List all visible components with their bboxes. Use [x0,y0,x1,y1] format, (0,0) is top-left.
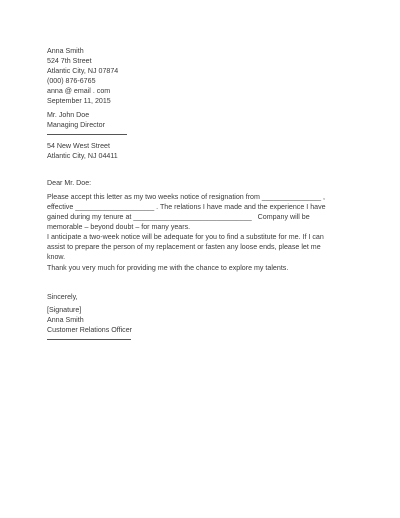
letter-date-block [47,96,367,106]
signer-title: Customer Relations Officer [47,326,133,334]
paragraph-2-line-3: know. [47,253,66,261]
sender-street: 524 7th Street [47,57,92,65]
signer-name: Anna Smith [47,316,84,324]
sender-phone: (000) 876-6765 [47,77,96,85]
recipient-address [47,141,367,161]
paragraph-3 [47,263,367,273]
recipient-city: Atlantic City, NJ 04411 [47,152,118,160]
paragraph-1-line-1: Please accept this letter as my two weeks notice of resignation from _______________ , [47,193,326,201]
paragraph-2-line-1: I anticipate a two-week notice will be adequate for you to find a substitute for me. If I can [47,233,324,241]
signature-placeholder: [Signature] [47,306,82,314]
sender-email: anna @ email . com [47,87,111,95]
signature-block [47,305,131,340]
signature-underline [47,339,131,340]
closing-block [47,292,367,302]
sender-city: Atlantic City, NJ 07874 [47,67,119,75]
salutation: Dear Mr. Doe: [47,179,92,187]
closing: Sincerely, [47,293,78,301]
salutation-block [47,178,367,188]
paragraph-1-line-4: memorable – beyond doubt – for many years. [47,223,191,231]
recipient-street: 54 New West Street [47,142,110,150]
recipient-block [47,110,127,135]
recipient-underline [47,134,127,135]
paragraph-1 [47,192,367,232]
sender-name: Anna Smith [47,47,84,55]
letter-date: September 11, 2015 [47,97,111,105]
paragraph-1-line-3: gained during my tenure at ______________________________ Company will be [47,213,310,221]
recipient-title: Managing Director [47,121,105,129]
sender-address [47,46,367,96]
paragraph-2-line-2: assist to prepare the person of my replacement or fasten any loose ends, please let me [47,243,321,251]
recipient-name: Mr. John Doe [47,111,90,119]
paragraph-3-line-1: Thank you very much for providing me with the chance to explore my talents. [47,264,289,272]
paragraph-2 [47,232,367,262]
paragraph-1-line-2: effective ____________________ . The relations I have made and the experience I have [47,203,326,211]
